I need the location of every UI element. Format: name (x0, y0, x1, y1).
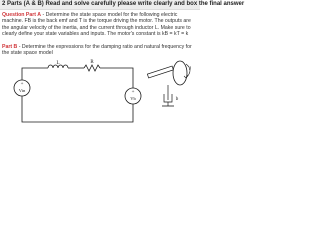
wire-top-right (100, 68, 133, 88)
inertia-disk (173, 61, 187, 85)
part-a-text: - Determine the state space model for the following electric machine. FB is the back emf and T is the torque driving the motor. The outputs are the angular velocity of the inertia, and the current through inductor L. Make sure to clearly define your state variables and inputs. The motor's constant is kB = kT = k (2, 12, 191, 38)
back-emf-label: Vb (130, 96, 136, 101)
part-b-label: Part B (2, 44, 18, 50)
source-plus-sign: + (20, 82, 24, 87)
wire-bottom (22, 96, 133, 122)
source-label: Vin (18, 88, 26, 93)
resistor-label: R (90, 60, 94, 65)
inductor-label: L (56, 61, 60, 66)
inertia-label: J (189, 67, 191, 72)
resistor-zigzag (84, 65, 100, 71)
shaft (147, 66, 173, 78)
question-header (0, 0, 245, 10)
back-emf-plus-sign: + (131, 90, 135, 95)
part-a-label: Question Part A (2, 12, 42, 18)
damping-label: b (175, 97, 179, 102)
part-b-text: - Determine the expressions for the damping ratio and natural frequency for the state space model (2, 44, 192, 57)
circuit-diagram (0, 58, 200, 131)
question-title: 2 Parts (A & B) Read and solve carefully please write clearly and box the final answer (2, 1, 245, 7)
part-b-paragraph (2, 44, 198, 57)
wire-top-left (22, 68, 48, 80)
part-a-paragraph (2, 12, 198, 38)
